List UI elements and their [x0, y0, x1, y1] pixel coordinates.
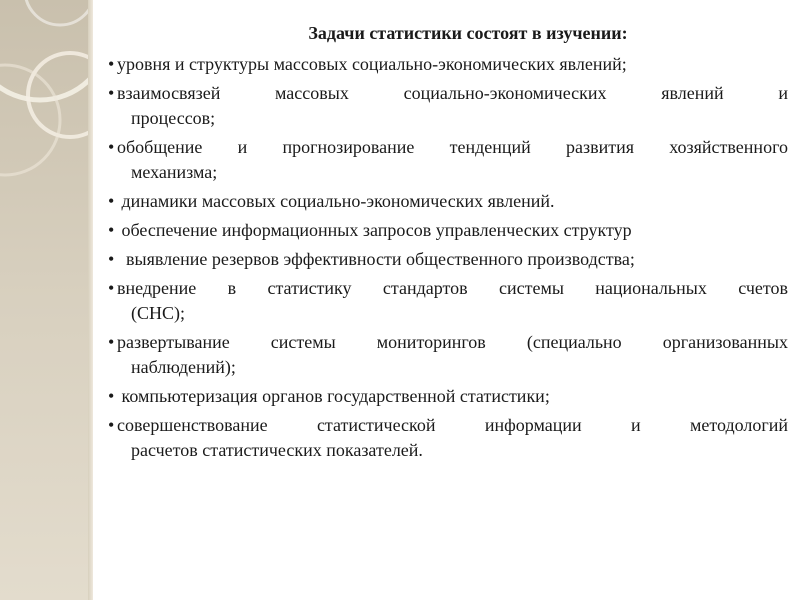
list-item-continuation: (СНС);: [131, 303, 185, 323]
list-item-text: развертывание системы мониторингов (специально организованных: [117, 332, 788, 352]
list-item-text: взаимосвязей массовых социально-экономических явлений и: [117, 83, 788, 103]
list-item: [108, 81, 788, 131]
slide-content: [108, 20, 788, 467]
list-item: [108, 247, 788, 272]
slide-title: Задачи статистики состоят в изучении:: [308, 23, 628, 43]
bullet-icon: •: [108, 137, 115, 157]
bullet-icon: •: [108, 249, 115, 269]
list-item-text: внедрение в статистику стандартов системы национальных счетов: [117, 278, 788, 298]
list-item-continuation: наблюдений);: [131, 357, 236, 377]
list-item: [108, 330, 788, 380]
bullet-icon: •: [108, 220, 115, 240]
decorative-side-panel: [0, 0, 88, 600]
list-item: [108, 135, 788, 185]
list-item-text: динамики массовых социально-экономических явлений.: [117, 191, 555, 211]
list-item-text: компьютеризация органов государственной статистики;: [117, 386, 550, 406]
bullet-icon: •: [108, 83, 115, 103]
bullet-icon: •: [108, 191, 115, 211]
list-item-text: выявление резервов эффективности общественного производства;: [117, 249, 635, 269]
bullet-icon: •: [108, 386, 115, 406]
bullet-icon: •: [108, 54, 115, 74]
list-item: [108, 189, 788, 214]
list-item-text: совершенствование статистической информации и методологий: [117, 415, 788, 435]
list-item: [108, 413, 788, 463]
panel-edge: [88, 0, 93, 600]
list-item-text: уровня и структуры массовых социально-экономических явлений;: [117, 54, 627, 74]
decorative-rings-graphic: [0, 0, 88, 600]
bullet-icon: •: [108, 415, 115, 435]
list-item-continuation: механизма;: [131, 162, 218, 182]
list-item-text: обобщение и прогнозирование тенденций развития хозяйственного: [117, 137, 788, 157]
list-item-continuation: расчетов статистических показателей.: [131, 440, 423, 460]
list-item: [108, 276, 788, 326]
list-item: [108, 218, 788, 243]
list-item: [108, 52, 788, 77]
list-item-text: обеспечение информационных запросов управленческих структур: [117, 220, 632, 240]
bullet-icon: •: [108, 278, 115, 298]
list-item-continuation: процессов;: [131, 108, 216, 128]
bullet-icon: •: [108, 332, 115, 352]
list-item: [108, 384, 788, 409]
